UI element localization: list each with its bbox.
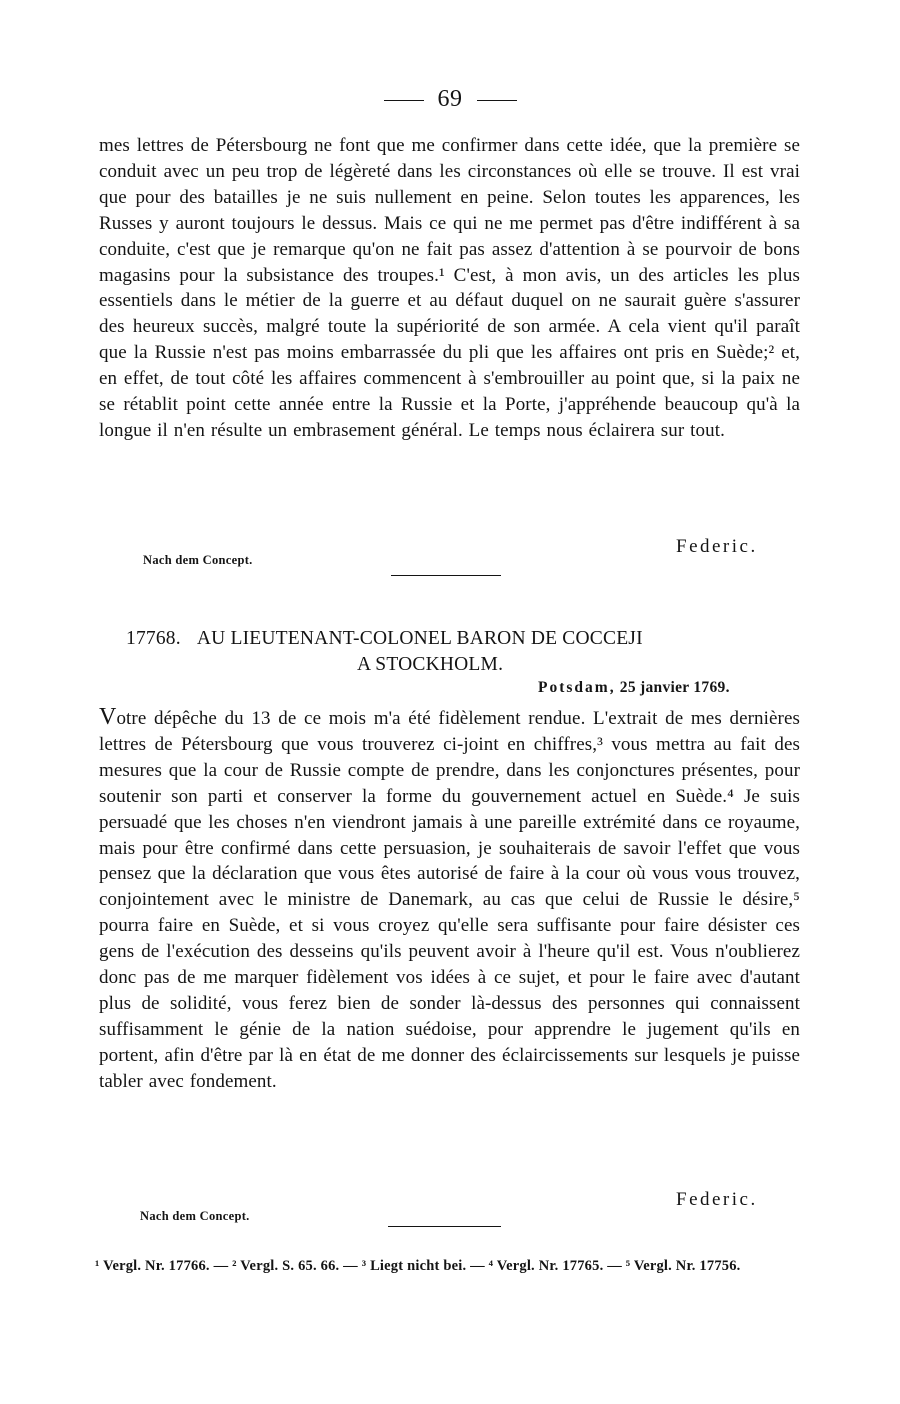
letter2-heading-line2: A STOCKHOLM. bbox=[357, 654, 504, 675]
letter1-body: mes lettres de Pétersbourg ne font que me confirmer dans cette idée, que la première se conduit avec un peu trop de légèreté dans les circonstances où elle se trouve. Il est vrai que pour des batailles je ne suis nullement en peine. Selon toutes les apparences, les Russes y auront toujours le dessus. Mais ce qui ne me permet pas d'être indifférent à sa conduite, c'est que je remarque qu'on ne fait pas assez d'attention à se pourvoir de bons magasins pour la subsistance des troupes.¹ C'est, à mon avis, un des articles les plus essentiels dans le métier de la guerre et au défaut duquel on ne saurait guère s'assurer des heureux succès, malgré toute la supériorité de son armée. A cela vient qu'il paraît que la Russie n'est pas moins embarrassée du pli que les affaires ont pris en Suède;² et, en effet, de tout côté les affaires commencent à s'embrouiller au point que, si la paix ne se rétablit point cette année entre la Russie et la Porte, j'appréhende beaucoup qu'à la longue il n'en résulte un embrasement général. Le temps nous éclairera sur tout. bbox=[99, 135, 800, 441]
letter1-source-note: Nach dem Concept. bbox=[143, 553, 253, 567]
letter2-date: 25 janvier 1769. bbox=[619, 679, 730, 696]
letter2-dropcap: V bbox=[99, 704, 117, 730]
page-number bbox=[0, 84, 900, 114]
letter2-place: Potsdam, bbox=[538, 679, 616, 696]
page-number-value: 69 bbox=[437, 86, 463, 112]
footnotes: ¹ Vergl. Nr. 17766. — ² Vergl. S. 65. 66. — ³ Liegt nicht bei. — ⁴ Vergl. Nr. 17765. — ⁵ Vergl. Nr. 17756. bbox=[95, 1258, 741, 1274]
separator-rule-1 bbox=[391, 575, 501, 576]
letter2-source-note: Nach dem Concept. bbox=[140, 1209, 250, 1223]
letter2-heading-line1: AU LIEUTENANT-COLONEL BARON DE COCCEJI bbox=[196, 628, 643, 649]
letter2-heading bbox=[126, 626, 826, 678]
letter1-signature: Federic. bbox=[676, 536, 758, 557]
letter2-body: otre dépêche du 13 de ce mois m'a été fidèlement rendue. L'extrait de mes dernières lettres de Pétersbourg que vous trouverez ci-joint en chiffres,³ vous mettra au fait des mesures que la cour de Russie compte de prendre, dans les conjonctures présentes, pour soutenir son parti et conserver la forme du gouvernement actuel en Suède.⁴ Je suis persuadé que les choses n'en viendront jamais à une pareille extrémité dans ce royaume, mais pour être confirmé dans cette persuasion, je souhaiterais de savoir l'effet que vous pensez que la déclaration que vous êtes autorisé de faire à la cour où vous vous trouvez, conjointement avec le ministre de Danemark, au cas que celui de Russie le désire,⁵ pourra faire en Suède, et si vous croyez qu'elle sera suffisante pour faire désister ces gens de l'exécution des desseins qu'ils peuvent avoir à l'heure qu'il est. Vous n'oublierez donc pas de me marquer fidèlement vos idées à ce sujet, et pour le faire avec d'autant plus de solidité, vous ferez bien de sonder là-dessus des personnes qui connaissent suffisamment le génie de la nation suédoise, pour apprendre le jugement qu'ils en portent, afin d'être par là en état de me donner des éclaircissements sur lesquels je puisse tabler avec fondement. bbox=[99, 708, 800, 1092]
page-number-left-dash bbox=[384, 100, 424, 101]
letter2-number: 17768. bbox=[126, 628, 181, 649]
page-number-right-dash bbox=[477, 100, 517, 101]
letter2-body-paragraph bbox=[99, 705, 800, 1095]
letter2-signature: Federic. bbox=[676, 1189, 758, 1210]
letter2-dateline bbox=[538, 679, 730, 697]
separator-rule-2 bbox=[388, 1226, 501, 1227]
